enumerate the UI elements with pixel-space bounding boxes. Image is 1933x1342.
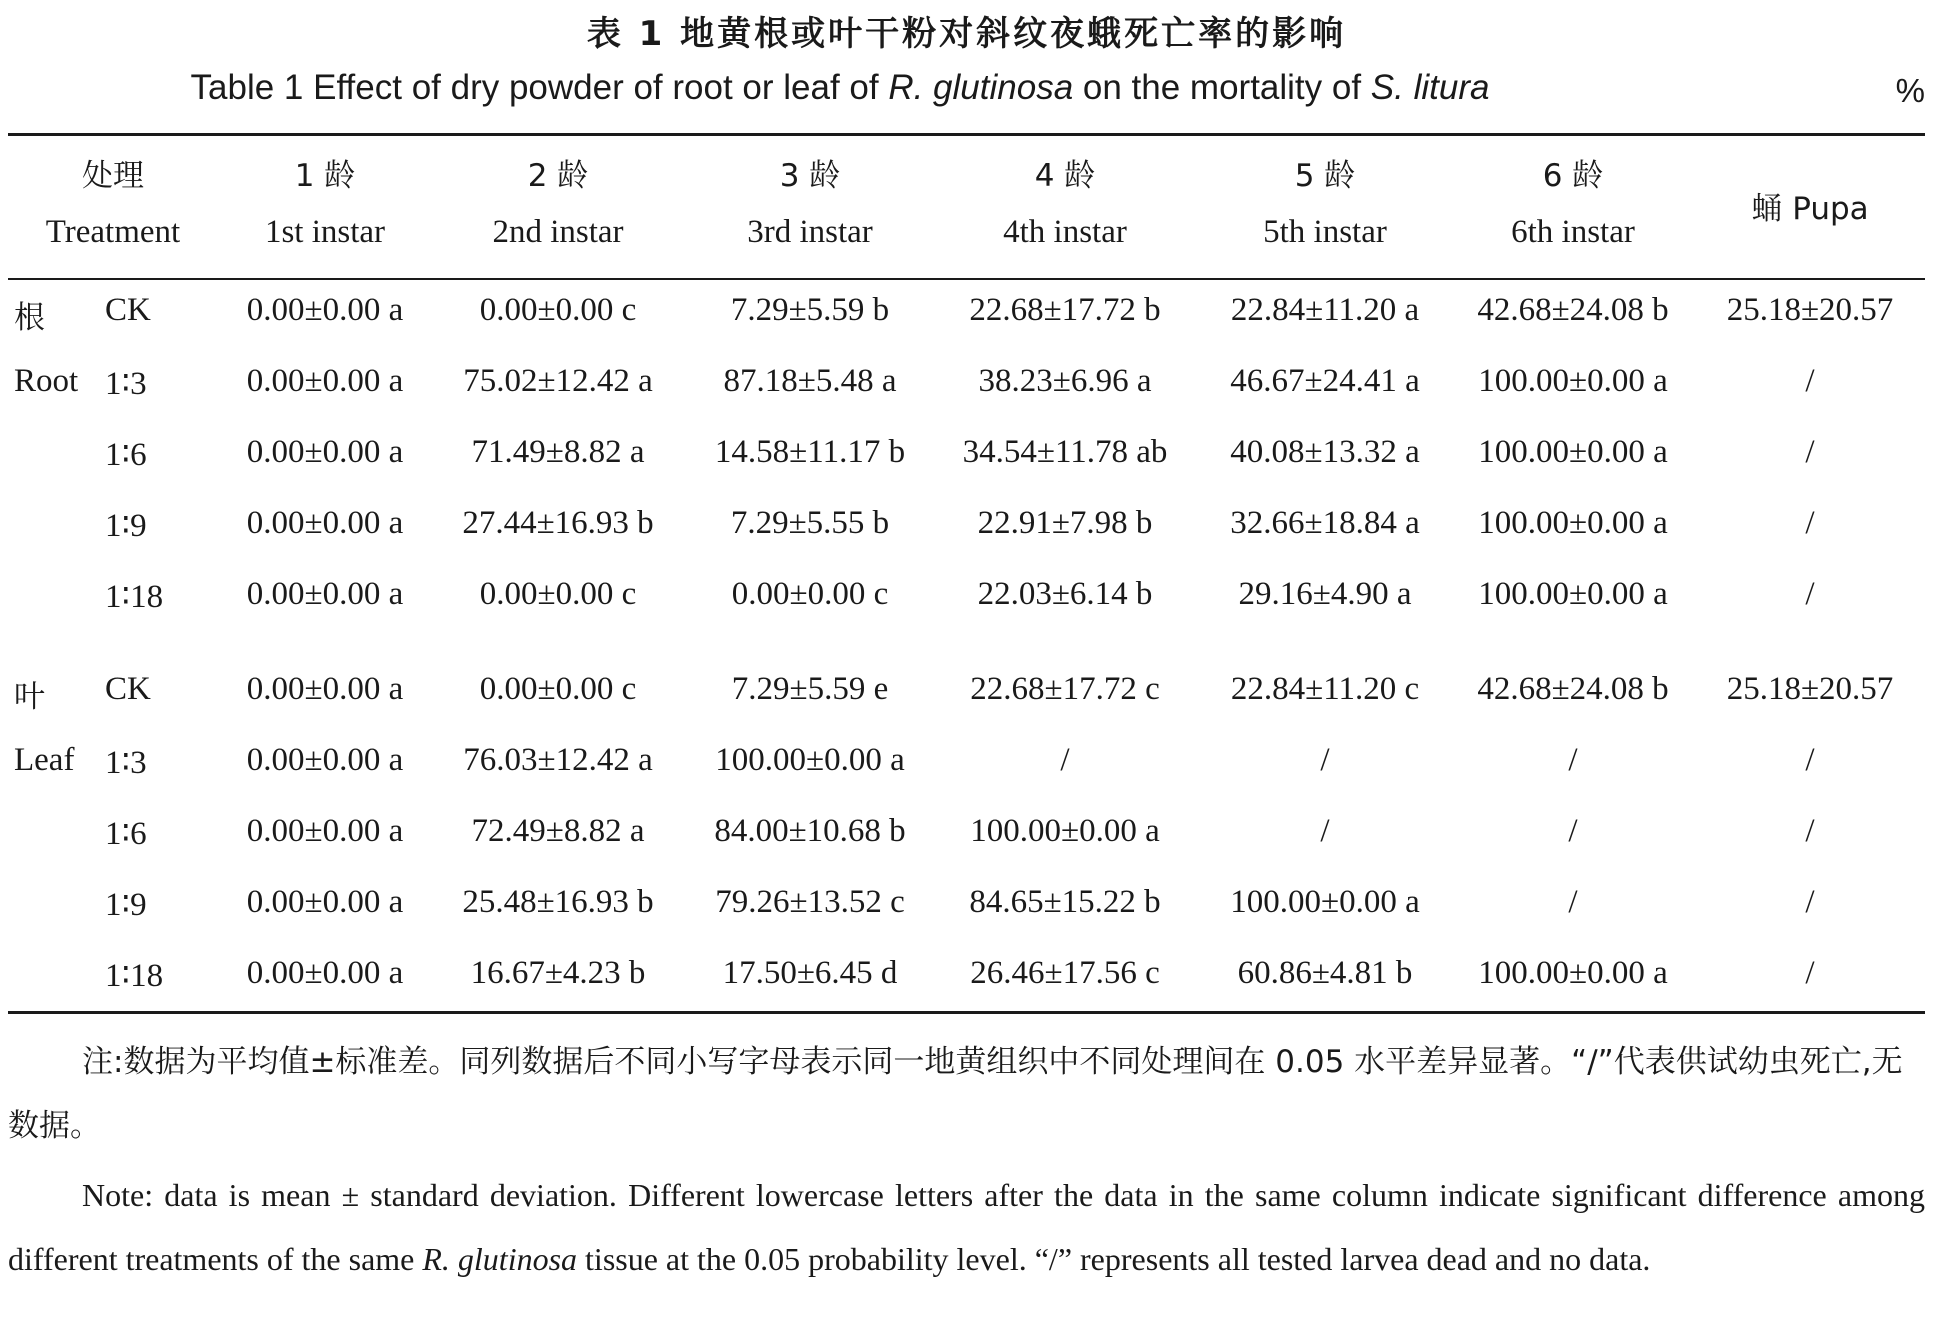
table-cell: 7.29±5.55 b	[730, 505, 890, 541]
treatment-cell: 1∶6	[105, 816, 147, 852]
table-cell: 0.00±0.00 c	[479, 292, 637, 328]
table-cell: 100.00±0.00 a	[1478, 955, 1668, 991]
table-header-rule	[8, 278, 1925, 280]
table-cell: 0.00±0.00 a	[246, 884, 404, 920]
table-cell: 25.18±20.57	[1726, 292, 1894, 328]
header-pupa: 蛹 Pupa	[1751, 191, 1869, 227]
header-en-0: Treatment	[45, 214, 181, 250]
table-cell: 38.23±6.96 a	[978, 363, 1152, 399]
title-en-middle: on the mortality of	[1073, 68, 1371, 107]
table-cell: 72.49±8.82 a	[471, 813, 645, 849]
table-cell: 40.08±13.32 a	[1230, 434, 1420, 470]
table-top-rule	[8, 133, 1925, 136]
table-cell: 75.02±12.42 a	[463, 363, 653, 399]
table-cell: 42.68±24.08 b	[1477, 671, 1669, 707]
note-en-part-1: Note: data is mean ± standard deviation. Different lowercase letters after the data in the same column indicate significant difference among different treatments of the same	[8, 1177, 1925, 1277]
table-cell: 0.00±0.00 c	[479, 576, 637, 612]
table-cell: 16.67±4.23 b	[470, 955, 646, 991]
treatment-cell: CK	[105, 671, 151, 707]
group-label-cn-0: 根	[14, 300, 45, 336]
table-cell: 0.00±0.00 a	[246, 505, 404, 541]
table-cell: /	[1805, 813, 1815, 849]
unit-label: %	[1895, 72, 1925, 109]
table-cell: 0.00±0.00 a	[246, 576, 404, 612]
header-cn-1: 1 龄	[294, 158, 356, 194]
title-en-species-2: S. litura	[1370, 68, 1490, 107]
treatment-cell: 1∶9	[105, 887, 147, 923]
table-cell: 14.58±11.17 b	[714, 434, 906, 470]
table-cell: 84.00±10.68 b	[714, 813, 906, 849]
table-cell: 0.00±0.00 c	[479, 671, 637, 707]
header-cn-4: 4 龄	[1034, 158, 1096, 194]
table-cell: /	[1320, 742, 1330, 778]
treatment-cell: 1∶9	[105, 508, 147, 544]
note-english	[8, 1163, 1925, 1291]
note-chinese: 注:数据为平均值±标准差。同列数据后不同小写字母表示同一地黄组织中不同处理间在 0.05 水平差异显著。“/”代表供试幼虫死亡,无数据。	[8, 1044, 1903, 1144]
table-cell: /	[1805, 576, 1815, 612]
header-cn-6: 6 龄	[1542, 158, 1604, 194]
table-cell: 0.00±0.00 a	[246, 434, 404, 470]
table-cell: 7.29±5.59 b	[730, 292, 890, 328]
table-cell: 84.65±15.22 b	[969, 884, 1161, 920]
table-cell: 22.84±11.20 c	[1230, 671, 1420, 707]
group-label-en-1: Leaf	[14, 742, 75, 778]
table-cell: 22.68±17.72 c	[970, 671, 1160, 707]
treatment-cell: CK	[105, 292, 151, 328]
header-en-2: 2nd instar	[492, 214, 624, 250]
table-cell: 7.29±5.59 e	[731, 671, 889, 707]
header-cn-5: 5 龄	[1294, 158, 1356, 194]
table-cell: 100.00±0.00 a	[970, 813, 1160, 849]
table-cell: 26.46±17.56 c	[970, 955, 1160, 991]
table-cell: 60.86±4.81 b	[1237, 955, 1413, 991]
table-cell: 100.00±0.00 a	[1478, 576, 1668, 612]
table-cell: 27.44±16.93 b	[462, 505, 654, 541]
table-cell: 71.49±8.82 a	[471, 434, 645, 470]
table-cell: 0.00±0.00 a	[246, 292, 404, 328]
table-cell: /	[1805, 505, 1815, 541]
table-cell: /	[1805, 363, 1815, 399]
table-cell: 100.00±0.00 a	[1478, 505, 1668, 541]
note-en-species: R. glutinosa	[422, 1241, 578, 1277]
table-cell: 100.00±0.00 a	[1478, 434, 1668, 470]
table-cell: 42.68±24.08 b	[1477, 292, 1669, 328]
table-cell: 32.66±18.84 a	[1230, 505, 1420, 541]
table-cell: /	[1805, 434, 1815, 470]
table-cell: /	[1568, 884, 1578, 920]
table-title-chinese: 表 1 地黄根或叶干粉对斜纹夜蛾死亡率的影响	[586, 14, 1347, 54]
note-en-part-2: tissue at the 0.05 probability level. “/” represents all tested larvea dead and no data.	[577, 1241, 1651, 1277]
table-cell: 0.00±0.00 a	[246, 813, 404, 849]
table-cell: /	[1568, 813, 1578, 849]
table-cell: 79.26±13.52 c	[715, 884, 905, 920]
table-cell: /	[1805, 742, 1815, 778]
header-en-3: 3rd instar	[747, 214, 873, 250]
table-cell: 0.00±0.00 a	[246, 671, 404, 707]
table-cell: /	[1805, 955, 1815, 991]
table-cell: 22.84±11.20 a	[1230, 292, 1420, 328]
table-cell: 100.00±0.00 a	[715, 742, 905, 778]
table-cell: 76.03±12.42 a	[463, 742, 653, 778]
table-cell: 0.00±0.00 a	[246, 955, 404, 991]
table-cell: 0.00±0.00 a	[246, 742, 404, 778]
title-en-prefix: Table 1 Effect of dry powder of root or leaf of	[190, 68, 889, 107]
table-cell: 22.68±17.72 b	[969, 292, 1161, 328]
table-cell: 100.00±0.00 a	[1478, 363, 1668, 399]
treatment-cell: 1∶18	[105, 579, 164, 615]
table-cell: 34.54±11.78 ab	[962, 434, 1168, 470]
header-cn-3: 3 龄	[779, 158, 841, 194]
header-cn-0: 处理	[82, 158, 144, 194]
table-cell: 0.00±0.00 a	[246, 363, 404, 399]
table-cell: 22.03±6.14 b	[977, 576, 1153, 612]
table-cell: /	[1568, 742, 1578, 778]
table-title-english	[0, 68, 1680, 108]
table-cell: /	[1060, 742, 1070, 778]
title-en-species-1: R. glutinosa	[888, 68, 1074, 107]
table-cell: 100.00±0.00 a	[1230, 884, 1420, 920]
table-cell: 25.18±20.57	[1726, 671, 1894, 707]
table-cell: 29.16±4.90 a	[1238, 576, 1412, 612]
table-bottom-rule	[8, 1011, 1925, 1014]
header-en-4: 4th instar	[1003, 214, 1127, 250]
table-cell: 87.18±5.48 a	[723, 363, 897, 399]
header-cn-2: 2 龄	[527, 158, 589, 194]
header-en-1: 1st instar	[264, 214, 386, 250]
table-cell: 22.91±7.98 b	[977, 505, 1153, 541]
table-cell: 17.50±6.45 d	[722, 955, 898, 991]
table-cell: /	[1805, 884, 1815, 920]
header-en-5: 5th instar	[1263, 214, 1387, 250]
table-cell: /	[1320, 813, 1330, 849]
header-en-6: 6th instar	[1511, 214, 1635, 250]
treatment-cell: 1∶3	[105, 745, 147, 781]
group-label-en-0: Root	[14, 363, 79, 399]
treatment-cell: 1∶18	[105, 958, 164, 994]
table-cell: 46.67±24.41 a	[1230, 363, 1420, 399]
treatment-cell: 1∶3	[105, 366, 147, 402]
group-label-cn-1: 叶	[14, 679, 45, 715]
table-cell: 0.00±0.00 c	[731, 576, 889, 612]
treatment-cell: 1∶6	[105, 437, 147, 473]
table-cell: 25.48±16.93 b	[462, 884, 654, 920]
